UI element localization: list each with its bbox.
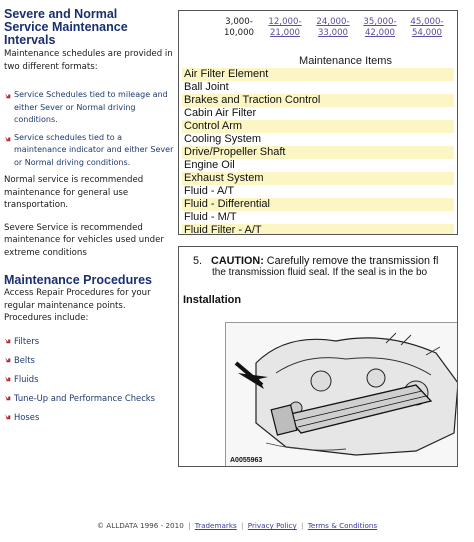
maintenance-procedures-heading: Maintenance Procedures: [4, 273, 152, 287]
red-arrow-icon: [4, 92, 11, 99]
normal-service-text: Normal service is recommended maintenance for general use transportation.: [4, 175, 144, 210]
procedure-link-label: Filters: [14, 335, 40, 346]
transmission-drawing: [226, 323, 458, 467]
procedure-link-label: Belts: [14, 354, 35, 365]
interval-link-24000-33000[interactable]: [313, 17, 353, 39]
step-number: 5.: [193, 255, 203, 267]
maintenance-item-row[interactable]: Fluid - A/T: [184, 185, 235, 197]
page-footer: [0, 521, 474, 530]
caution-text-continued: the transmission fluid seal. If the seal is in the bo: [212, 267, 428, 278]
figure-code: A0055963: [230, 457, 263, 464]
format-bullet-mileage: [4, 89, 174, 127]
interval-label: 45,000- 54,000: [410, 17, 444, 38]
format-bullet-label: Service Schedules tied to mileage and either Sever or Normal driving conditions.: [14, 90, 168, 124]
maintenance-item-row[interactable]: Fluid Filter - A/T: [182, 224, 454, 235]
formats-intro: Maintenance schedules are provided in two different formats:: [4, 49, 173, 72]
procedure-link-hoses[interactable]: [4, 411, 174, 423]
transmission-seal-figure: [225, 322, 458, 467]
caution-text: Carefully remove the transmission fl: [266, 255, 439, 267]
footer-separator: |: [301, 521, 304, 530]
caution-step: [193, 255, 438, 267]
interval-link-35000-42000[interactable]: [360, 17, 400, 39]
maintenance-items-header: Maintenance Items: [299, 55, 392, 67]
procedure-link-tune-up[interactable]: [4, 392, 174, 404]
maintenance-item-row[interactable]: Fluid - M/T: [184, 211, 237, 223]
privacy-policy-link[interactable]: Privacy Policy: [247, 521, 297, 530]
caution-label: CAUTION:: [211, 255, 264, 267]
maintenance-item-row[interactable]: Fluid - Differential: [182, 198, 454, 211]
maintenance-intervals-heading: Severe and Normal Service Maintenance Intervals: [4, 7, 128, 47]
procedure-link-label: Hoses: [14, 411, 40, 422]
footer-separator: |: [241, 521, 244, 530]
red-arrow-icon: [4, 337, 11, 344]
procedure-preview-panel: [178, 246, 458, 467]
procedure-link-fluids[interactable]: [4, 373, 174, 385]
maintenance-item-row[interactable]: Drive/Propeller Shaft: [182, 146, 454, 159]
maintenance-item-row[interactable]: Exhaust System: [182, 172, 454, 185]
procedure-link-label: Fluids: [14, 373, 39, 384]
procedure-link-filters[interactable]: [4, 335, 174, 347]
footer-separator: |: [188, 521, 191, 530]
red-arrow-icon: [4, 135, 11, 142]
maintenance-schedule-panel: [178, 10, 458, 235]
maintenance-item-row[interactable]: Cabin Air Filter: [184, 107, 257, 119]
installation-heading: Installation: [183, 294, 242, 306]
interval-label: 35,000- 42,000: [363, 17, 397, 38]
procedure-link-label: Tune-Up and Performance Checks: [14, 392, 156, 403]
interval-link-45000-54000[interactable]: [407, 17, 447, 39]
procedure-link-belts[interactable]: [4, 354, 174, 366]
maintenance-item-row[interactable]: Ball Joint: [184, 81, 229, 93]
format-bullet-label: Service schedules tied to a maintenance indicator and either Sever or Normal driving conditions.: [14, 132, 174, 167]
interval-3000-10000: [219, 17, 259, 39]
red-arrow-icon: [4, 375, 11, 382]
severe-service-text: Severe Service is recommended maintenance for vehicles used under extreme conditions: [4, 222, 164, 258]
terms-conditions-link[interactable]: Terms & Conditions: [307, 521, 378, 530]
interval-link-12000-21000[interactable]: [265, 17, 305, 39]
left-column: [4, 8, 174, 423]
maintenance-item-row[interactable]: Engine Oil: [184, 159, 235, 171]
copyright-text: © ALLDATA 1996 - 2010: [96, 521, 184, 530]
maintenance-item-row[interactable]: Cooling System: [184, 133, 262, 145]
red-arrow-icon: [4, 413, 11, 420]
maintenance-item-row[interactable]: Brakes and Traction Control: [182, 94, 454, 107]
red-arrow-icon: [4, 394, 11, 401]
red-arrow-icon: [4, 356, 11, 363]
maintenance-item-row[interactable]: Control Arm: [182, 120, 454, 133]
trademarks-link[interactable]: Trademarks: [194, 521, 237, 530]
format-bullet-indicator: [4, 132, 174, 170]
procedures-intro: Access Repair Procedures for your regular maintenance points. Procedures include:: [4, 288, 151, 323]
maintenance-item-row[interactable]: Air Filter Element: [182, 68, 454, 81]
interval-label: 3,000- 10,000: [223, 17, 255, 38]
interval-label: 12,000- 21,000: [268, 17, 302, 38]
interval-label: 24,000- 33,000: [316, 17, 350, 38]
